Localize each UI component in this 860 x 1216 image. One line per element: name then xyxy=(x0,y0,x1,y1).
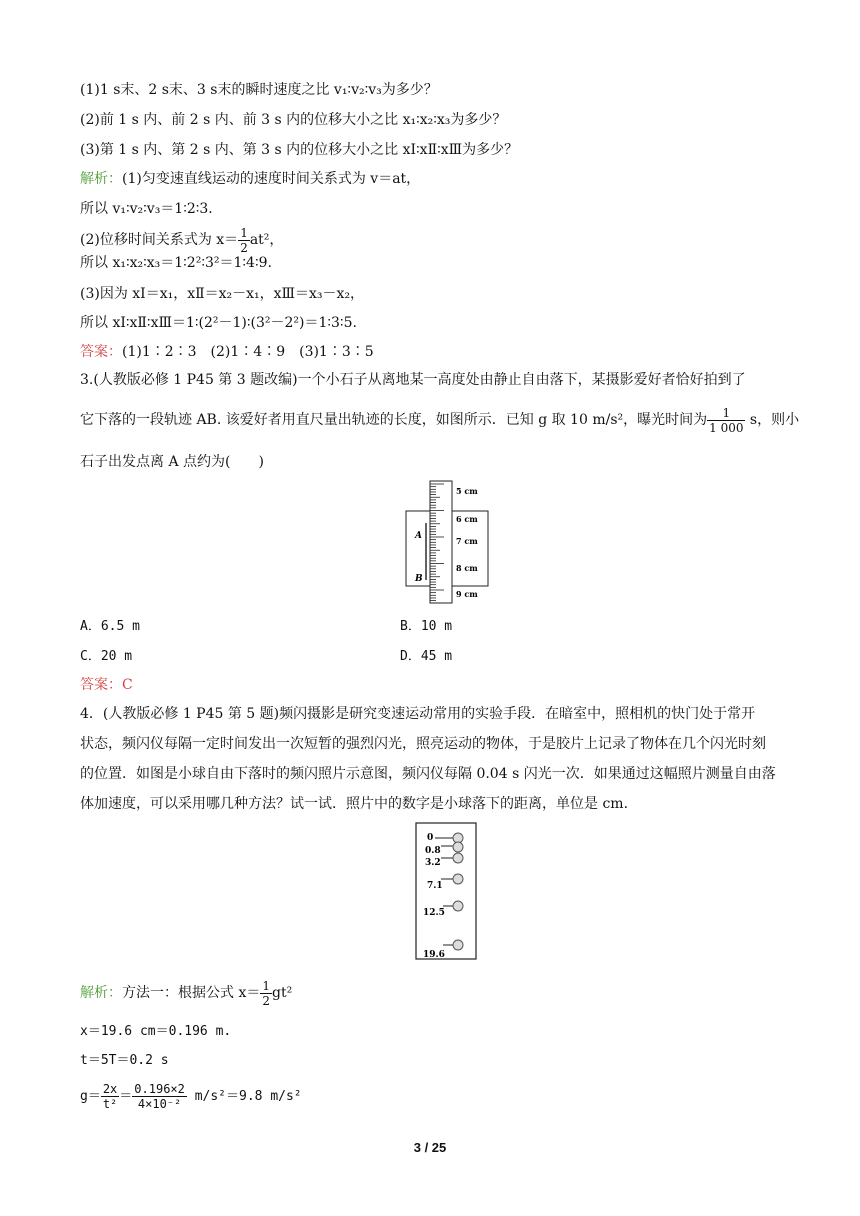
solution-line-3: (2)位移时间关系式为 x＝ $\frac{1}{2}$ at²， xyxy=(80,225,284,255)
question-part-2: (2)前 1 s 内、前 2 s 内、前 3 s 内的位移大小之比 x₁∶x₂∶x₃为多少？ xyxy=(80,112,507,128)
q3-answer-line: 答案：C xyxy=(80,677,133,693)
ball-4 xyxy=(453,874,463,884)
distance-label-3.2: 3.2 xyxy=(425,858,441,868)
ball-2 xyxy=(453,842,463,852)
q3-line-1: 3.(人教版必修 1 P45 第 3 题改编)一个小石子从离地某一高度处由静止自由落下，某摄影爱好者恰好拍到了 xyxy=(80,372,746,388)
fraction-exposure: $\frac{1}{1 000}$ xyxy=(709,405,744,435)
ruler-label-7: 7 cm xyxy=(456,536,478,546)
solution-label: 解析： xyxy=(80,171,122,187)
ruler-label-8: 8 cm xyxy=(456,563,478,573)
solution-line-6: 所以 xⅠ∶xⅡ∶xⅢ＝1∶(2²－1)∶(3²－2²)＝1∶3∶5. xyxy=(80,315,357,331)
page-number: 3 / 25 xyxy=(413,1140,447,1155)
ball-3 xyxy=(453,853,463,863)
ball-6 xyxy=(453,940,463,950)
question-part-3: (3)第 1 s 内、第 2 s 内、第 3 s 内的位移大小之比 xⅠ∶xⅡ∶xⅢ为多少？ xyxy=(80,142,519,158)
solution-line-2: 所以 v₁∶v₂∶v₃＝1∶2∶3. xyxy=(80,201,213,217)
solution-line-4: 所以 x₁∶x₂∶x₃＝1∶2²∶3²＝1∶4∶9. xyxy=(80,255,272,271)
distance-label-0.8: 0.8 xyxy=(425,846,441,856)
solution-line-1: 解析：(1)匀变速直线运动的速度时间关系式为 v＝at， xyxy=(80,171,421,187)
fraction-2x-over-t2: $\frac{2x}{\text{t²}}$ xyxy=(102,1082,118,1111)
q3-line-3: 石子出发点离 A 点约为( ) xyxy=(80,454,264,470)
q4-line-3: 的位置．如图是小球自由下落时的频闪照片示意图，频闪仪每隔 0.04 s 闪光一次．如果通过这幅照片测量自由落 xyxy=(80,766,776,782)
option-a[interactable]: A．6.5 m xyxy=(80,619,140,634)
q4-line-4: 体加速度，可以采用哪几种方法？试一试．照片中的数字是小球落下的距离，单位是 cm. xyxy=(80,796,629,812)
q4-line-1: 4．(人教版必修 1 P45 第 5 题)频闪摄影是研究变速运动常用的实验手段．在暗室中，照相机的快门处于常开 xyxy=(80,706,756,722)
q4-line-2: 状态，频闪仪每隔一定时间发出一次短暂的强烈闪光，照亮运动的物体，于是胶片上记录了物体在几个闪光时刻 xyxy=(80,736,766,752)
strobe-photo-figure xyxy=(415,822,477,960)
sol4-line-1: 解析：方法一：根据公式 x＝ $\frac{1}{2}$ gt² xyxy=(80,978,293,1008)
option-d[interactable]: D．45 m xyxy=(400,649,453,664)
answer-line: 答案：(1)1∶2∶3 (2)1∶4∶9 (3)1∶3∶5 xyxy=(80,344,374,360)
solution-line-5: (3)因为 xⅠ＝x₁，xⅡ＝x₂－x₁，xⅢ＝x₃－x₂， xyxy=(80,286,365,302)
fraction-half: $\frac{1}{2}$ xyxy=(240,225,248,255)
solution-label: 解析： xyxy=(80,985,122,1001)
question-part-1: (1)1 s末、2 s末、3 s末的瞬时速度之比 v₁∶v₂∶v₃为多少？ xyxy=(80,82,438,98)
distance-label-12.5: 12.5 xyxy=(423,908,445,918)
option-b[interactable]: B．10 m xyxy=(400,619,453,634)
sol4-line-2: x＝19.6 cm＝0.196 m. xyxy=(80,1024,232,1039)
ball-5 xyxy=(453,901,463,911)
point-a-label: A xyxy=(415,531,422,541)
ruler-label-5: 5 cm xyxy=(456,486,478,496)
option-c[interactable]: C．20 m xyxy=(80,649,133,664)
distance-label-7.1: 7.1 xyxy=(427,881,443,891)
fraction-half: $\frac{1}{2}$ xyxy=(262,978,270,1008)
distance-label-19.6: 19.6 xyxy=(423,950,445,960)
sol4-line-3: t＝5T＝0.2 s xyxy=(80,1053,169,1068)
fraction-numeric: $\frac{0.196\times 2}{\text{4×10⁻²}}$ xyxy=(134,1082,185,1111)
ruler-label-9: 9 cm xyxy=(456,589,478,599)
point-b-label: B xyxy=(415,574,423,584)
answer-label: 答案： xyxy=(80,677,122,693)
sol4-line-4: g＝ $\frac{2x}{\text{t²}}$ ＝ $\frac{0.196\times 2}{\text{4×10⁻²}}$ m/s²＝9.8 m/s² xyxy=(80,1082,302,1111)
q3-line-2: 它下落的一段轨迹 AB. 该爱好者用直尺量出轨迹的长度，如图所示．已知 g 取 10 m/s²，曝光时间为 $\frac{1}{1 000}$ s，则小 xyxy=(80,405,800,435)
ruler-label-6: 6 cm xyxy=(456,514,478,524)
ruler-figure xyxy=(400,480,496,606)
distance-label-0: 0 xyxy=(427,833,434,843)
answer-label: 答案： xyxy=(80,344,122,360)
